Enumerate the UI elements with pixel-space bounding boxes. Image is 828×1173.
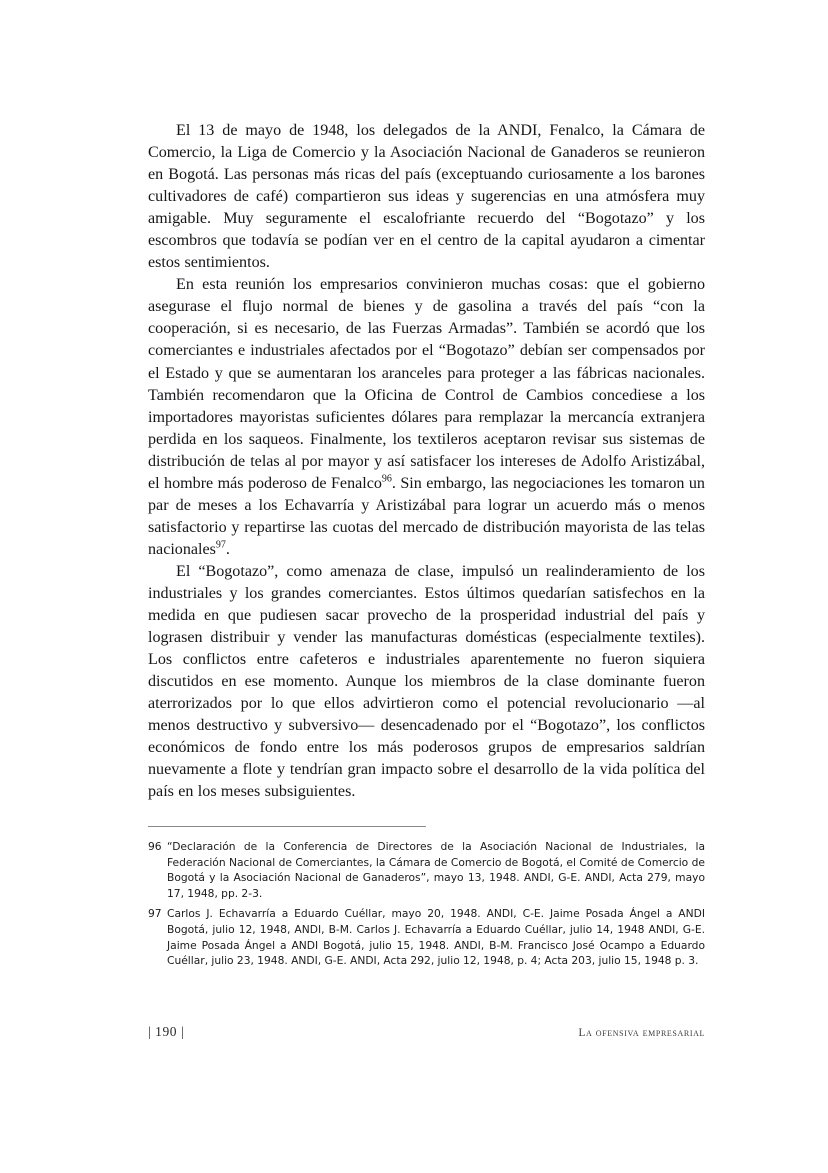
footnote-reference-97[interactable]: 97 [215, 539, 226, 551]
paragraph-2-segment-2: . Sin embargo, las negociaciones les tomaron un par de meses a los Echavarría y Aristizábal para lograr un acuerdo más o menos satisfactorio y repartirse las cuotas del mercado de distribución mayorista de las telas nacionales [148, 474, 705, 558]
paragraph-2 [148, 274, 705, 561]
footnote-96-text: “Declaración de la Conferencia de Directores de la Asociación Nacional de Industriales, la Federación Nacional de Comerciantes, la Cámara de Comercio de Bogotá, el Comité de Comercio de Bogotá y la Asociación Nacional de Ganaderos”, mayo 13, 1948. ANDI, G-E. ANDI, Acta 279, mayo 17, 1948, pp. 2-3. [167, 840, 705, 900]
footnote-97 [148, 906, 705, 968]
footnote-reference-96[interactable]: 96 [381, 473, 392, 485]
footnotes-section [148, 826, 705, 974]
paragraph-2-segment-1: En esta reunión los empresarios convinieron muchas cosas: que el gobierno asegurase el flujo normal de bienes y de gasolina a través del país “con la cooperación, si es necesario, de las Fuerzas Armadas”. También se acordó que los comerciantes e industriales afectados por el “Bogotazo” debían ser compensados por el Estado y que se aumentaran los aranceles para proteger a las fábricas nacionales. También recomendaron que la Oficina de Control de Cambios concediese a los importadores mayoristas suficientes dólares para remplazar la mercancía extranjera perdida en los saqueos. Finalmente, los textileros aceptaron revisar sus sistemas de distribución de telas al por mayor y así satisfacer los intereses de Adolfo Aristizábal, el hombre más poderoso de Fenalco [148, 276, 705, 492]
page-number: | 190 | [148, 1024, 185, 1039]
footnote-96 [148, 839, 705, 901]
running-head: La ofensiva empresarial [578, 1027, 705, 1039]
footnote-97-number: 97 [148, 907, 162, 921]
paragraph-1: El 13 de mayo de 1948, los delegados de la ANDI, Fenalco, la Cámara de Comercio, la Liga de Comercio y la Asociación Nacional de Ganaderos se reunieron en Bogotá. Las personas más ricas del país (exceptuando curiosamente a los barones cultivadores de café) compartieron sus ideas y sugerencias en una atmósfera muy amigable. Muy seguramente el escalofriante recuerdo del “Bogotazo” y los escombros que todavía se podían ver en el centro de la capital ayudaron a cimentar estos sentimientos. [148, 122, 705, 272]
footnote-96-number: 96 [148, 840, 162, 853]
page-footer [148, 1024, 705, 1040]
paragraph-3: El “Bogotazo”, como amenaza de clase, impulsó un realinderamiento de los industriales y los grandes comerciantes. Estos últimos quedarían satisfechos en la medida en que pudiesen sacar provecho de la prosperidad industrial del país y lograsen distribuir y vender las manufacturas domésticas (especialmente textiles). Los conflictos entre cafeteros e industriales aparentemente no fueron siquiera discutidos en ese momento. Aunque los miembros de la clase dominante fueron aterrorizados por lo que ellos advirtieron como el potencial revolucionario —al menos destructivo y subversivo— desencadenado por el “Bogotazo”, los conflictos económicos de fondo entre los más poderosos grupos de empresarios saldrían nuevamente a flote y tendrían gran impacto sobre el desarrollo de la vida política del país en los meses subsiguientes. [148, 562, 705, 801]
footnote-separator-rule [148, 826, 426, 827]
footnote-97-text: Carlos J. Echavarría a Eduardo Cuéllar, mayo 20, 1948. ANDI, C-E. Jaime Posada Ángel a ANDI Bogotá, julio 12, 1948, ANDI, B-M. Carlos J. Echavarría a Eduardo Cuéllar, julio 14, 1948 ANDI, G-E. Jaime Posada Ángel a ANDI Bogotá, julio 15, 1948. ANDI, B-M. Francisco José Ocampo a Eduardo Cuéllar, julio 23, 1948. ANDI, G-E. ANDI, Acta 292, julio 12, 1948, p. 4; Acta 203, julio 15, 1948 p. 3. [167, 907, 705, 968]
body-text-block [148, 120, 705, 803]
paragraph-2-segment-3: . [225, 540, 230, 558]
